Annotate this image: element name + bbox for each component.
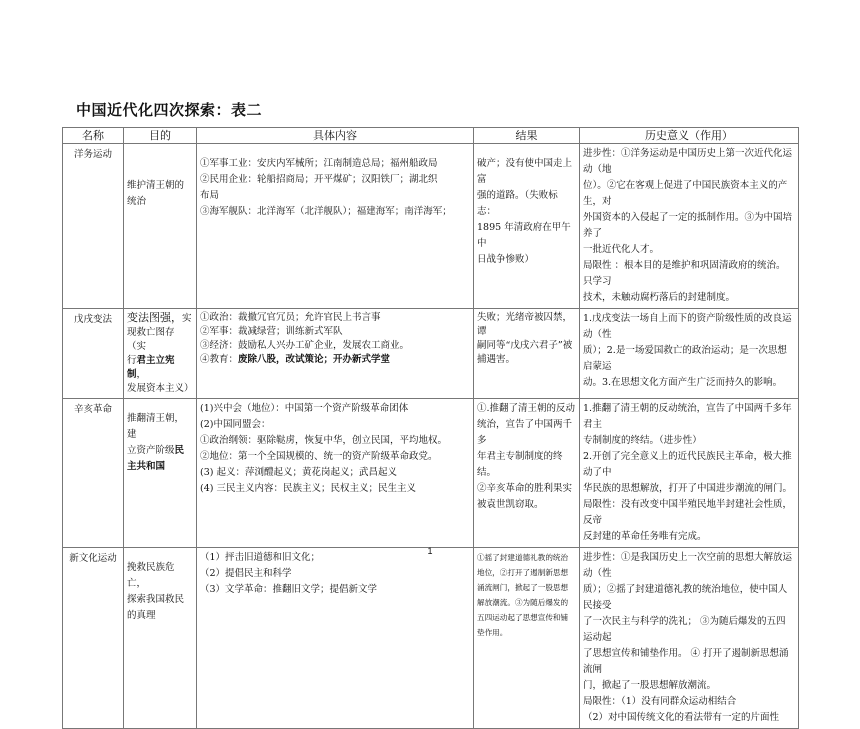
row-content: (1)兴中会（地位）：中国第一个资产阶级革命团体 (2)中国同盟会： ①政治纲领：驱除鞑虏，恢复中华，创立民国，平均地权。 ②地位：第一个全国规模的、统一的资产阶级革命政党。 (3) 起义：萍浏醴起义；黄花岗起义；武昌起义 (4) 三民主义内容：民族主义；民权主义；民生主义 [197,399,474,548]
table-row [63,399,799,548]
row-significance: 1.推翻了清王朝的反动统治，宣告了中国两千多年君主 专制制度的终结。（进步性） 2.开创了完全意义上的近代民族民主革命，极大推动了中 华民族的思想解放，打开了中国进步潮流的闸门。 局限性：没有改变中国半殖民地半封建社会性质，反帝 反封建的革命任务唯有完成。 [580,399,799,548]
row-significance: 1.戊戌变法一场自上而下的资产阶级性质的改良运动（性 质）；2.是一场爱国救亡的政治运动；是一次思想启蒙运 动。3.在思想文化方面产生广泛而持久的影响。 [580,309,799,399]
header-significance: 历史意义（作用） [580,128,799,144]
row-name: 戊戌变法 [63,309,124,399]
row-result: ①摇了封建道德礼教的统治 地位，②打开了遏制新思想 涌流闸门，掀起了一股思想 解放潮流。③为随后爆发的 五四运动起了思想宣传和铺 垫作用。 [474,548,580,729]
comparison-table [62,127,799,729]
header-name: 名称 [63,128,124,144]
row-result: 失败；光绪帝被囚禁，谭 嗣同等“戊戌六君子”被 捕遇害。 [474,309,580,399]
table-row [63,309,799,399]
row-name: 辛亥革命 [63,399,124,548]
table-row [63,548,799,729]
row-content: ①政治：裁撤冗官冗员；允许官民上书言事 ②军事：裁减绿营；训练新式军队 ③经济：鼓励私人兴办工矿企业，发展农工商业。 ④教育：废除八股，改试策论；开办新式学堂 [197,309,474,399]
row-purpose: 变法图强，实 现救亡图存（实 行君主立宪制， 发展资本主义） [124,309,197,399]
row-content: （1）抨击旧道德和旧文化； （2）提倡民主和科学 （3）文学革命：推翻旧文学；提倡新文学 [197,548,474,729]
row-purpose: 挽救民族危亡， 探索我国救民 的真理 [124,548,197,729]
header-content: 具体内容 [197,128,474,144]
row-purpose: 推翻清王朝，建 立资产阶级民 主共和国 [124,399,197,548]
table-header-row [63,128,799,144]
row-name: 洋务运动 [63,144,124,309]
row-content: ①军事工业：安庆内军械所；江南制造总局；福州船政局 ②民用企业：轮船招商局；开平煤矿；汉阳铁厂；湖北织 布局 ③海军舰队：北洋海军（北洋舰队）；福建海军；南洋海军； [197,144,474,309]
page-title: 中国近代化四次探索：表二 [76,101,263,119]
row-result: ①.推翻了清王朝的反动 统治，宣告了中国两千多 年君主专制制度的终结。 ②辛亥革命的胜利果实 被袁世凯窃取。 [474,399,580,548]
row-result: 破产；没有使中国走上富 强的道路。（失败标志： 1895 年清政府在甲午中 日战争惨败） [474,144,580,309]
row-significance: 进步性：①是我国历史上一次空前的思想大解放运动（性 质）；②摇了封建道德礼教的统治地位，使中国人民接受 了一次民主与科学的洗礼； ③为随后爆发的五四运动起 了思想宣传和铺垫作用。 ④ 打开了遏制新思想涌流闸 门，掀起了一股思想解放潮流。 局限性：（1）没有同群众运动相结合 （2）对中国传统文化的看法带有一定的片面性 [580,548,799,729]
row-purpose: 维护清王朝的 统治 [124,144,197,309]
header-purpose: 目的 [124,128,197,144]
table-row [63,144,799,309]
page-number: 1 [427,546,433,556]
row-significance: 进步性：①洋务运动是中国历史上第一次近代化运动（地 位）。②它在客观上促进了中国民族资本主义的产生，对 外国资本的入侵起了一定的抵制作用。③为中国培养了 一批近代化人才。 局限性 ：根本目的是维护和巩固清政府的统治。只学习 技术，未触动腐朽落后的封建制度。 [580,144,799,309]
row-name: 新文化运动 [63,548,124,729]
header-result: 结果 [474,128,580,144]
